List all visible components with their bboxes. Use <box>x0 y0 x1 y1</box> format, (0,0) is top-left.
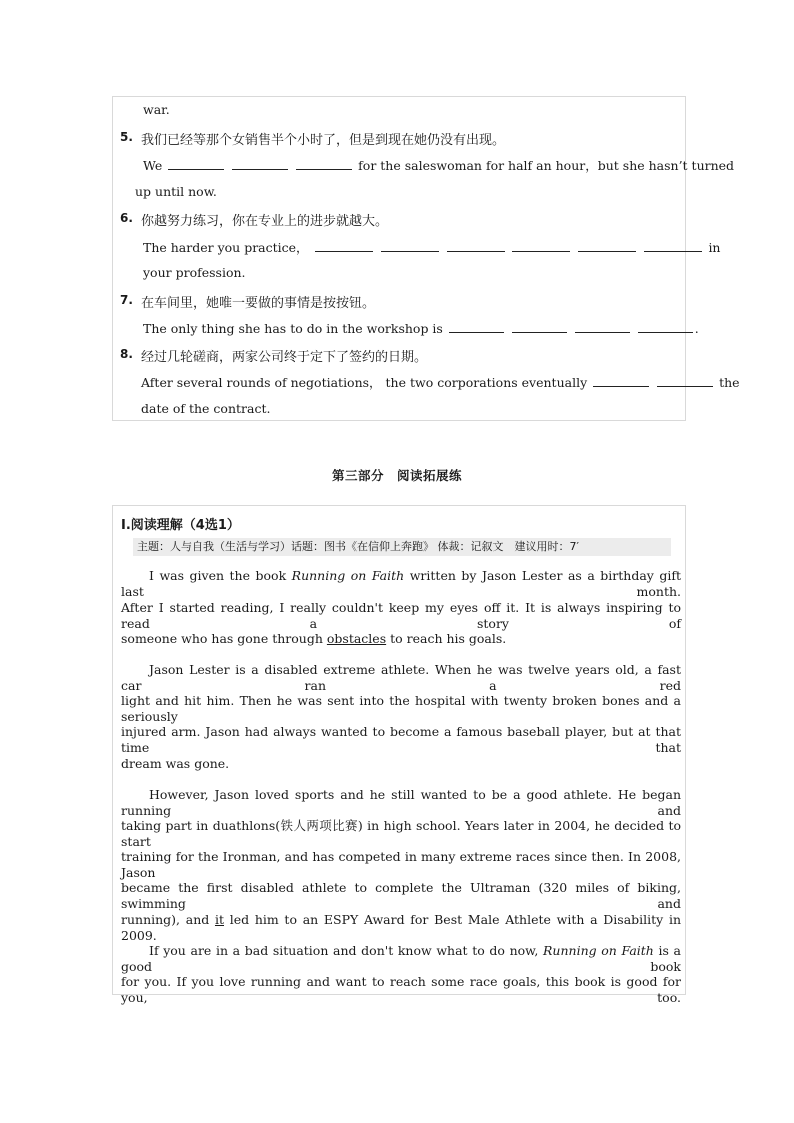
q5-text-start: We <box>143 158 163 173</box>
p2-line: Jason Lester is a disabled extreme athlete. When he was twelve years old, a fast car ran a red <box>121 662 681 693</box>
question-7-english <box>143 320 699 337</box>
book-title: Running on Faith <box>291 568 405 583</box>
answer-blank[interactable] <box>512 239 570 252</box>
p1-line: After I started reading, I really couldn't keep my eyes off it. It is always inspiring to read a story of <box>121 600 681 631</box>
p3-line: became the first disabled athlete to complete the Ultraman (320 miles of biking, swimming and <box>121 880 681 911</box>
section-title: Ⅰ.阅读理解（4选1） <box>121 518 240 533</box>
p2-line: dream was gone. <box>121 756 230 771</box>
answer-blank[interactable] <box>512 320 567 333</box>
p1-line: someone who has gone through obstacles to reach his goals. <box>121 631 507 646</box>
answer-blank[interactable] <box>168 157 224 170</box>
q8-text-end: the <box>719 375 740 390</box>
question-6-chinese: 你越努力练习，你在专业上的进步就越大。 <box>141 214 389 229</box>
p2-line: injured arm. Jason had always wanted to become a famous baseball player, but at that time that <box>121 724 681 755</box>
q8-text-start: After several rounds of negotiations， the two corporations eventually <box>141 375 588 390</box>
topic-bar: 主题：人与自我（生活与学习）话题：图书《在信仰上奔跑》 体裁：记叙文 建议用时：7′ <box>133 538 671 556</box>
answer-blank[interactable] <box>447 239 505 252</box>
p3-line: However, Jason loved sports and he still wanted to be a good athlete. He began running and <box>121 787 681 818</box>
q6-text-start: The harder you practice， <box>143 240 309 255</box>
q6-text-end: in <box>708 240 721 255</box>
answer-blank[interactable] <box>449 320 504 333</box>
question-5-english <box>143 157 734 174</box>
continued-line: war. <box>143 102 170 117</box>
p3-line: running), and it led him to an ESPY Award for Best Male Athlete with a Disability in 2009. <box>121 912 682 943</box>
question-number-8: 8. <box>120 347 133 361</box>
question-5-english-cont: up until now. <box>135 184 217 199</box>
q5-text-end: for the saleswoman for half an hour，but she hasn’t turned <box>358 158 735 173</box>
answer-blank[interactable] <box>578 239 636 252</box>
question-5-chinese: 我们已经等那个女销售半个小时了，但是到现在她仍没有出现。 <box>141 133 506 148</box>
translation-exercise-box <box>112 96 740 421</box>
question-7-chinese: 在车间里，她唯一要做的事情是按按钮。 <box>141 296 376 311</box>
question-number-5: 5. <box>120 130 133 144</box>
q7-text-end: . <box>694 321 699 336</box>
question-8-english-cont: date of the contract. <box>141 401 271 416</box>
question-6-english <box>143 239 721 256</box>
underlined-word: obstacles <box>326 631 387 646</box>
p1-line: I was given the book Running on Faith written by Jason Lester as a birthday gift last month. <box>121 568 681 599</box>
answer-blank[interactable] <box>315 239 373 252</box>
underlined-word: it <box>214 912 224 927</box>
question-8-chinese: 经过几轮磋商，两家公司终于定下了签约的日期。 <box>141 350 428 365</box>
answer-blank[interactable] <box>638 320 693 333</box>
answer-blank[interactable] <box>644 239 702 252</box>
answer-blank[interactable] <box>232 157 288 170</box>
answer-blank[interactable] <box>657 374 713 387</box>
q7-text-start: The only thing she has to do in the workshop is <box>143 321 443 336</box>
part3-heading: 第三部分 阅读拓展练 <box>331 468 462 483</box>
answer-blank[interactable] <box>381 239 439 252</box>
reading-passage-box <box>112 505 686 1005</box>
answer-blank[interactable] <box>575 320 630 333</box>
p2-line: light and hit him. Then he was sent into the hospital with twenty broken bones and a seriously <box>121 693 681 724</box>
p3-line: training for the Ironman, and has competed in many extreme races since then. In 2008, Jason <box>121 849 681 880</box>
question-number-6: 6. <box>120 211 133 225</box>
answer-blank[interactable] <box>296 157 352 170</box>
question-number-7: 7. <box>120 293 133 307</box>
p4-line: If you are in a bad situation and don't know what to do now, Running on Faith is a good book <box>121 943 681 974</box>
p4-line: for you. If you love running and want to reach some race goals, this book is good for you, too. <box>121 974 681 1005</box>
question-6-english-cont: your profession. <box>143 265 246 280</box>
p3-line: taking part in duathlons(铁人两项比赛) in high school. Years later in 2004, he decided to start <box>121 818 681 849</box>
book-title: Running on Faith <box>543 943 654 958</box>
question-8-english <box>141 374 740 391</box>
answer-blank[interactable] <box>593 374 649 387</box>
